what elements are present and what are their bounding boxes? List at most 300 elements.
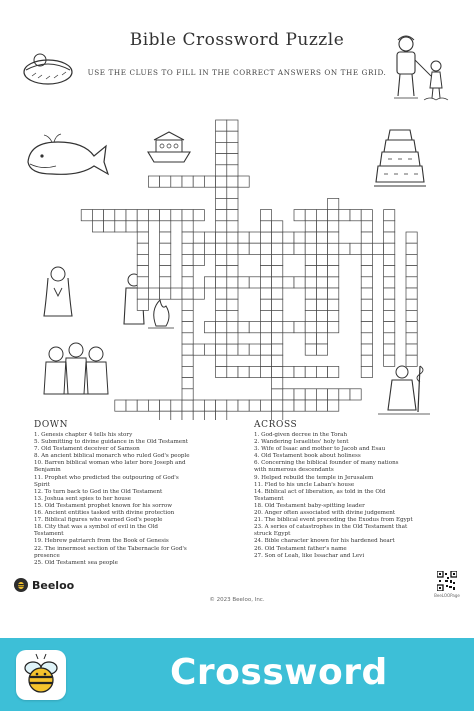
grid-cell[interactable] [384, 310, 395, 321]
grid-cell[interactable] [160, 176, 171, 187]
grid-cell[interactable] [328, 198, 339, 209]
grid-cell[interactable] [216, 142, 227, 153]
grid-cell[interactable] [316, 333, 327, 344]
grid-cell[interactable] [294, 366, 305, 377]
grid-cell[interactable] [227, 142, 238, 153]
grid-cell[interactable] [294, 210, 305, 221]
grid-cell[interactable] [227, 187, 238, 198]
grid-cell[interactable] [204, 322, 215, 333]
grid-cell[interactable] [126, 210, 137, 221]
grid-cell[interactable] [316, 322, 327, 333]
grid-cell[interactable] [249, 366, 260, 377]
grid-cell[interactable] [160, 210, 171, 221]
grid-cell[interactable] [182, 389, 193, 400]
grid-cell[interactable] [305, 366, 316, 377]
grid-cell[interactable] [283, 243, 294, 254]
grid-cell[interactable] [406, 266, 417, 277]
grid-cell[interactable] [204, 411, 215, 420]
grid-cell[interactable] [272, 389, 283, 400]
grid-cell[interactable] [294, 322, 305, 333]
grid-cell[interactable] [316, 299, 327, 310]
grid-cell[interactable] [238, 277, 249, 288]
grid-cell[interactable] [406, 277, 417, 288]
grid-cell[interactable] [148, 400, 159, 411]
across-clue: 27. Son of Leah, like Issachar and Levi [254, 552, 365, 559]
grid-cell[interactable] [272, 299, 283, 310]
grid-cell[interactable] [260, 277, 271, 288]
grid-cell[interactable] [406, 232, 417, 243]
grid-cell[interactable] [406, 310, 417, 321]
grid-cell[interactable] [227, 198, 238, 209]
grid-cell[interactable] [238, 232, 249, 243]
grid-cell[interactable] [384, 277, 395, 288]
grid-cell[interactable] [406, 322, 417, 333]
grid-cell[interactable] [227, 366, 238, 377]
grid-cell[interactable] [193, 411, 204, 420]
across-clue: Testament [254, 495, 284, 502]
grid-cell[interactable] [384, 243, 395, 254]
grid-cell[interactable] [216, 288, 227, 299]
grid-cell[interactable] [361, 232, 372, 243]
grid-cell[interactable] [171, 210, 182, 221]
grid-cell[interactable] [305, 221, 316, 232]
down-clue: 8. An ancient biblical monarch who ruled God's people [34, 453, 190, 460]
grid-cell[interactable] [204, 344, 215, 355]
down-clues [34, 432, 234, 567]
grid-cell[interactable] [227, 400, 238, 411]
grid-cell[interactable] [384, 355, 395, 366]
grid-cell[interactable] [227, 322, 238, 333]
grid-cell[interactable] [260, 288, 271, 299]
grid-cell[interactable] [305, 310, 316, 321]
grid-cell[interactable] [182, 400, 193, 411]
grid-cell[interactable] [305, 344, 316, 355]
grid-cell[interactable] [204, 176, 215, 187]
grid-cell[interactable] [171, 176, 182, 187]
grid-cell[interactable] [361, 221, 372, 232]
grid-cell[interactable] [193, 344, 204, 355]
grid-cell[interactable] [238, 322, 249, 333]
grid-cell[interactable] [249, 344, 260, 355]
grid-cell[interactable] [328, 277, 339, 288]
grid-cell[interactable] [126, 400, 137, 411]
grid-cell[interactable] [260, 344, 271, 355]
grid-cell[interactable] [260, 333, 271, 344]
grid-cell[interactable] [182, 310, 193, 321]
grid-cell[interactable] [193, 232, 204, 243]
grid-cell[interactable] [137, 254, 148, 265]
grid-cell[interactable] [294, 277, 305, 288]
grid-cell[interactable] [384, 210, 395, 221]
grid-cell[interactable] [115, 400, 126, 411]
grid-cell[interactable] [328, 366, 339, 377]
grid-cell[interactable] [260, 310, 271, 321]
grid-cell[interactable] [372, 243, 383, 254]
grid-cell[interactable] [137, 299, 148, 310]
grid-cell[interactable] [148, 210, 159, 221]
grid-cell[interactable] [283, 400, 294, 411]
grid-cell[interactable] [361, 243, 372, 254]
grid-cell[interactable] [238, 400, 249, 411]
grid-cell[interactable] [227, 221, 238, 232]
grid-cell[interactable] [260, 221, 271, 232]
grid-cell[interactable] [328, 288, 339, 299]
grid-cell[interactable] [316, 344, 327, 355]
across-clue: 11. Fled to his uncle Laban's house [254, 481, 355, 488]
grid-cell[interactable] [137, 288, 148, 299]
grid-cell[interactable] [227, 120, 238, 131]
grid-cell[interactable] [238, 176, 249, 187]
grid-cell[interactable] [350, 389, 361, 400]
grid-cell[interactable] [272, 400, 283, 411]
grid-cell[interactable] [182, 210, 193, 221]
grid-cell[interactable] [384, 254, 395, 265]
grid-cell[interactable] [316, 389, 327, 400]
grid-cell[interactable] [126, 221, 137, 232]
grid-cell[interactable] [216, 187, 227, 198]
grid-cell[interactable] [384, 221, 395, 232]
grid-cell[interactable] [316, 288, 327, 299]
down-clue: 5. Submitting to divine guidance in the Old Testament [34, 439, 188, 446]
grid-cell[interactable] [361, 277, 372, 288]
grid-cell[interactable] [316, 243, 327, 254]
grid-cell[interactable] [204, 277, 215, 288]
grid-cell[interactable] [182, 288, 193, 299]
grid-cell[interactable] [216, 355, 227, 366]
grid-cell[interactable] [160, 221, 171, 232]
grid-cell[interactable] [249, 322, 260, 333]
grid-cell[interactable] [260, 232, 271, 243]
grid-cell[interactable] [260, 266, 271, 277]
grid-cell[interactable] [182, 254, 193, 265]
beeloo-brand[interactable] [14, 578, 74, 592]
grid-cell[interactable] [316, 366, 327, 377]
grid-cell[interactable] [305, 210, 316, 221]
grid-cell[interactable] [182, 232, 193, 243]
grid-cell[interactable] [272, 288, 283, 299]
grid-cell[interactable] [384, 322, 395, 333]
grid-cell[interactable] [406, 344, 417, 355]
grid-cell[interactable] [260, 243, 271, 254]
grid-cell[interactable] [182, 366, 193, 377]
grid-cell[interactable] [316, 254, 327, 265]
grid-cell[interactable] [137, 210, 148, 221]
grid-cell[interactable] [283, 232, 294, 243]
grid-cell[interactable] [182, 176, 193, 187]
grid-cell[interactable] [216, 198, 227, 209]
grid-cell[interactable] [406, 355, 417, 366]
grid-cell[interactable] [104, 210, 115, 221]
grid-cell[interactable] [328, 210, 339, 221]
grid-cell[interactable] [272, 310, 283, 321]
grid-cell[interactable] [227, 165, 238, 176]
grid-cell[interactable] [160, 254, 171, 265]
grid-cell[interactable] [272, 378, 283, 389]
grid-cell[interactable] [182, 378, 193, 389]
grid-cell[interactable] [260, 355, 271, 366]
grid-cell[interactable] [272, 355, 283, 366]
grid-cell[interactable] [148, 288, 159, 299]
grid-cell[interactable] [216, 299, 227, 310]
across-clue: 4. Old Testament book about holiness [254, 453, 361, 460]
grid-cell[interactable] [283, 322, 294, 333]
grid-cell[interactable] [384, 232, 395, 243]
grid-cell[interactable] [137, 266, 148, 277]
grid-cell[interactable] [328, 322, 339, 333]
grid-cell[interactable] [361, 254, 372, 265]
grid-cell[interactable] [316, 400, 327, 411]
grid-cell[interactable] [249, 277, 260, 288]
grid-cell[interactable] [316, 310, 327, 321]
grid-cell[interactable] [182, 266, 193, 277]
grid-cell[interactable] [227, 254, 238, 265]
grid-cell[interactable] [260, 400, 271, 411]
down-clue: 13. Joshua sent spies to her house [34, 495, 131, 502]
grid-cell[interactable] [272, 333, 283, 344]
grid-cell[interactable] [227, 288, 238, 299]
qr-code-icon[interactable] [437, 571, 457, 591]
grid-cell[interactable] [238, 243, 249, 254]
grid-cell[interactable] [294, 400, 305, 411]
grid-cell[interactable] [182, 299, 193, 310]
grid-cell[interactable] [238, 344, 249, 355]
grid-cell[interactable] [204, 400, 215, 411]
grid-cell[interactable] [137, 243, 148, 254]
grid-cell[interactable] [361, 366, 372, 377]
grid-cell[interactable] [328, 400, 339, 411]
grid-cell[interactable] [272, 232, 283, 243]
grid-cell[interactable] [193, 288, 204, 299]
grid-cell[interactable] [384, 333, 395, 344]
grid-cell[interactable] [171, 411, 182, 420]
down-clue: 22. The innermost section of the Tabernacle for God's [34, 545, 187, 552]
grid-cell[interactable] [182, 322, 193, 333]
grid-cell[interactable] [406, 243, 417, 254]
grid-cell[interactable] [305, 254, 316, 265]
grid-cell[interactable] [384, 344, 395, 355]
grid-cell[interactable] [350, 243, 361, 254]
grid-cell[interactable] [316, 221, 327, 232]
grid-cell[interactable] [283, 389, 294, 400]
grid-cell[interactable] [227, 176, 238, 187]
grid-cell[interactable] [227, 310, 238, 321]
grid-cell[interactable] [227, 243, 238, 254]
grid-cell[interactable] [406, 299, 417, 310]
grid-cell[interactable] [294, 389, 305, 400]
grid-cell[interactable] [272, 254, 283, 265]
grid-cell[interactable] [216, 165, 227, 176]
grid-cell[interactable] [216, 266, 227, 277]
grid-cell[interactable] [204, 243, 215, 254]
grid-cell[interactable] [384, 266, 395, 277]
grid-cell[interactable] [160, 288, 171, 299]
grid-cell[interactable] [216, 411, 227, 420]
grid-cell[interactable] [328, 243, 339, 254]
grid-cell[interactable] [216, 322, 227, 333]
grid-cell[interactable] [283, 277, 294, 288]
grid-cell[interactable] [216, 277, 227, 288]
grid-cell[interactable] [272, 243, 283, 254]
grid-cell[interactable] [227, 299, 238, 310]
grid-cell[interactable] [227, 131, 238, 142]
grid-cell[interactable] [294, 243, 305, 254]
grid-cell[interactable] [160, 400, 171, 411]
grid-cell[interactable] [328, 232, 339, 243]
grid-cell[interactable] [182, 355, 193, 366]
grid-cell[interactable] [339, 389, 350, 400]
grid-cell[interactable] [227, 210, 238, 221]
grid-cell[interactable] [193, 176, 204, 187]
grid-cell[interactable] [272, 277, 283, 288]
grid-cell[interactable] [406, 333, 417, 344]
grid-cell[interactable] [137, 221, 148, 232]
grid-cell[interactable] [305, 277, 316, 288]
grid-cell[interactable] [193, 210, 204, 221]
grid-cell[interactable] [361, 299, 372, 310]
grid-cell[interactable] [305, 400, 316, 411]
grid-cell[interactable] [260, 254, 271, 265]
grid-cell[interactable] [249, 400, 260, 411]
grid-cell[interactable] [272, 221, 283, 232]
grid-cell[interactable] [171, 288, 182, 299]
grid-cell[interactable] [193, 400, 204, 411]
grid-cell[interactable] [216, 131, 227, 142]
grid-cell[interactable] [115, 221, 126, 232]
grid-cell[interactable] [260, 299, 271, 310]
grid-cell[interactable] [182, 277, 193, 288]
grid-cell[interactable] [328, 310, 339, 321]
grid-cell[interactable] [115, 210, 126, 221]
grid-cell[interactable] [216, 310, 227, 321]
grid-cell[interactable] [193, 254, 204, 265]
grid-cell[interactable] [104, 221, 115, 232]
grid-cell[interactable] [182, 333, 193, 344]
grid-cell[interactable] [182, 344, 193, 355]
grid-cell[interactable] [272, 411, 283, 420]
grid-cell[interactable] [227, 344, 238, 355]
grid-cell[interactable] [361, 288, 372, 299]
grid-cell[interactable] [193, 243, 204, 254]
grid-cell[interactable] [249, 232, 260, 243]
grid-cell[interactable] [216, 254, 227, 265]
grid-cell[interactable] [182, 221, 193, 232]
grid-cell[interactable] [137, 400, 148, 411]
grid-cell[interactable] [216, 232, 227, 243]
grid-cell[interactable] [305, 322, 316, 333]
grid-cell[interactable] [361, 333, 372, 344]
grid-cell[interactable] [272, 344, 283, 355]
grid-cell[interactable] [305, 232, 316, 243]
grid-cell[interactable] [361, 322, 372, 333]
grid-cell[interactable] [361, 310, 372, 321]
grid-cell[interactable] [350, 210, 361, 221]
grid-cell[interactable] [406, 254, 417, 265]
grid-cell[interactable] [227, 154, 238, 165]
grid-cell[interactable] [148, 176, 159, 187]
grid-cell[interactable] [216, 333, 227, 344]
grid-cell[interactable] [316, 232, 327, 243]
grid-cell[interactable] [92, 221, 103, 232]
grid-cell[interactable] [160, 266, 171, 277]
grid-cell[interactable] [137, 232, 148, 243]
grid-cell[interactable] [384, 288, 395, 299]
grid-cell[interactable] [406, 288, 417, 299]
grid-cell[interactable] [182, 411, 193, 420]
grid-cell[interactable] [339, 243, 350, 254]
grid-cell[interactable] [227, 277, 238, 288]
grid-cell[interactable] [216, 344, 227, 355]
grid-cell[interactable] [328, 389, 339, 400]
grid-cell[interactable] [283, 366, 294, 377]
grid-cell[interactable] [305, 389, 316, 400]
grid-cell[interactable] [305, 333, 316, 344]
grid-cell[interactable] [216, 221, 227, 232]
page-title: Bible Crossword Puzzle [129, 30, 345, 50]
grid-cell[interactable] [305, 299, 316, 310]
grid-cell[interactable] [361, 266, 372, 277]
grid-cell[interactable] [216, 366, 227, 377]
grid-cell[interactable] [216, 154, 227, 165]
grid-cell[interactable] [160, 411, 171, 420]
grid-cell[interactable] [216, 400, 227, 411]
grid-cell[interactable] [160, 243, 171, 254]
grid-cell[interactable] [316, 266, 327, 277]
grid-cell[interactable] [238, 366, 249, 377]
grid-cell[interactable] [305, 243, 316, 254]
grid-cell[interactable] [384, 299, 395, 310]
grid-cell[interactable] [272, 366, 283, 377]
grid-cell[interactable] [361, 355, 372, 366]
grid-cell[interactable] [249, 243, 260, 254]
grid-cell[interactable] [227, 333, 238, 344]
grid-cell[interactable] [81, 210, 92, 221]
grid-cell[interactable] [227, 266, 238, 277]
grid-cell[interactable] [328, 221, 339, 232]
grid-cell[interactable] [216, 176, 227, 187]
grid-cell[interactable] [361, 344, 372, 355]
grid-cell[interactable] [216, 243, 227, 254]
grid-cell[interactable] [216, 120, 227, 131]
grid-cell[interactable] [272, 266, 283, 277]
grid-cell[interactable] [328, 266, 339, 277]
grid-cell[interactable] [92, 210, 103, 221]
grid-cell[interactable] [361, 210, 372, 221]
grid-cell[interactable] [227, 232, 238, 243]
qr-caption: BeeLOOPage [434, 593, 460, 598]
grid-cell[interactable] [260, 366, 271, 377]
grid-cell[interactable] [160, 232, 171, 243]
grid-cell[interactable] [204, 232, 215, 243]
grid-cell[interactable] [294, 232, 305, 243]
banner-label: Crossword [170, 652, 388, 693]
grid-cell[interactable] [216, 210, 227, 221]
grid-cell[interactable] [260, 210, 271, 221]
grid-cell[interactable] [328, 299, 339, 310]
grid-cell[interactable] [272, 322, 283, 333]
grid-cell[interactable] [260, 322, 271, 333]
grid-cell[interactable] [316, 210, 327, 221]
grid-cell[interactable] [328, 254, 339, 265]
grid-cell[interactable] [339, 210, 350, 221]
grid-cell[interactable] [160, 277, 171, 288]
grid-cell[interactable] [137, 277, 148, 288]
grid-cell[interactable] [305, 288, 316, 299]
grid-cell[interactable] [305, 266, 316, 277]
across-clue: struck Egypt [254, 531, 291, 538]
grid-cell[interactable] [171, 400, 182, 411]
grid-cell[interactable] [316, 277, 327, 288]
grid-cell[interactable] [182, 243, 193, 254]
